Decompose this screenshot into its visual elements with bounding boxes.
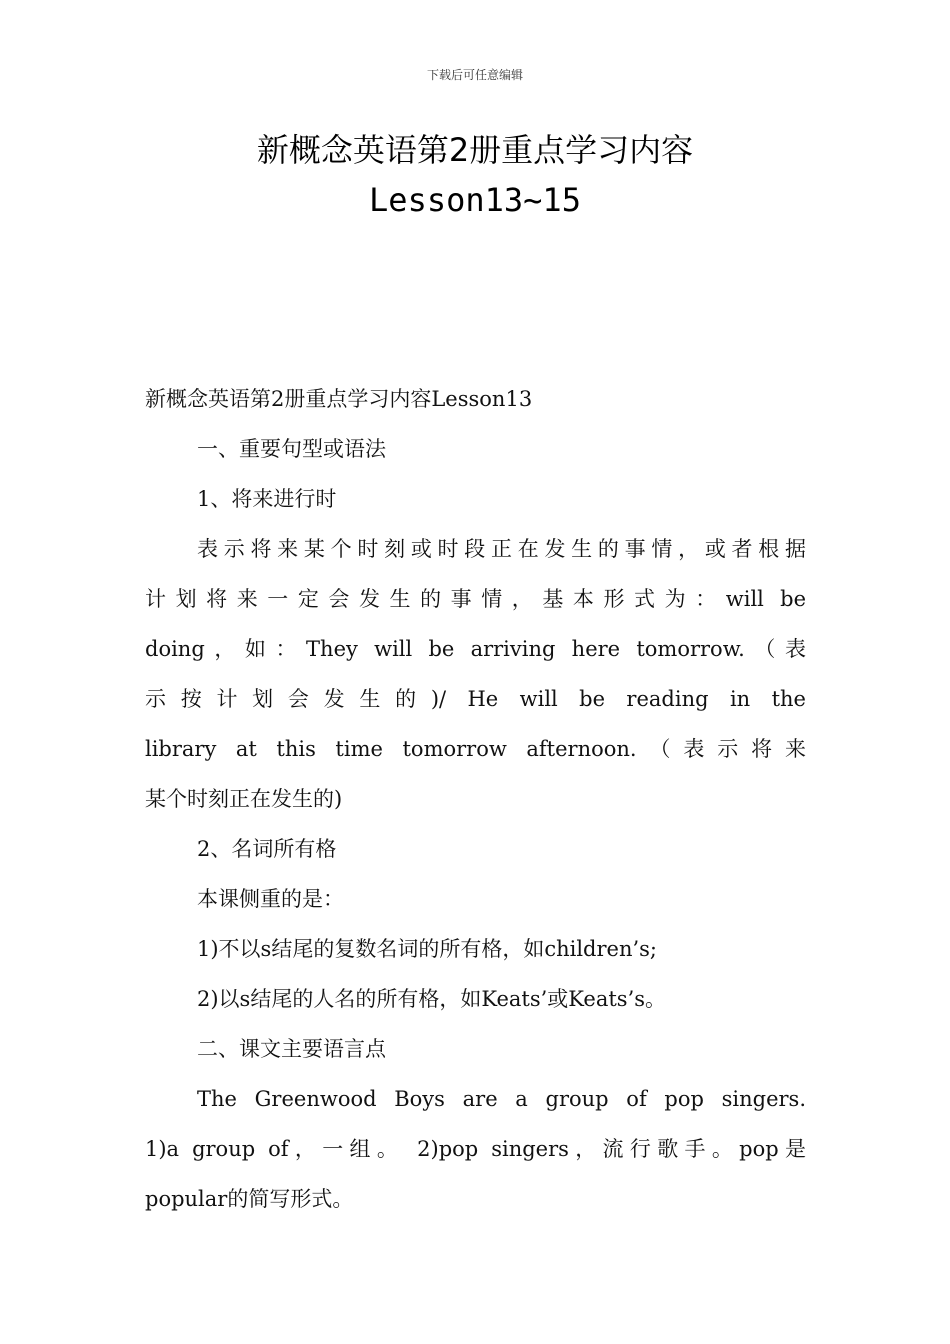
paragraph-line: library at this time tomorrow afternoon.（表示将来 <box>145 737 806 761</box>
subsection-title: 1、将来进行时 <box>197 487 337 511</box>
paragraph-line: doing，如：They will be arriving here tomorrow.（表 <box>145 637 806 661</box>
paragraph-line: popular的简写形式。 <box>145 1187 354 1211</box>
header-note: 下载后可任意编辑 <box>426 68 523 82</box>
paragraph-line: 表示将来某个时刻或时段正在发生的事情，或者根据 <box>197 537 806 561</box>
list-item: 2)以s结尾的人名的所有格，如Keats’或Keats’s。 <box>197 987 667 1011</box>
document-title: 新概念英语第2册重点学习内容 <box>256 131 694 169</box>
document-body <box>145 374 806 1224</box>
paragraph-line: 1)a group of，一组。 2)pop singers，流行歌手。pop是 <box>145 1137 806 1161</box>
section-title: 一、重要句型或语法 <box>197 437 386 461</box>
subsection-title: 2、名词所有格 <box>197 837 337 861</box>
paragraph-line: 示按计划会发生的)/ He will be reading in the <box>145 687 806 711</box>
section-heading: 新概念英语第2册重点学习内容Lesson13 <box>145 387 533 411</box>
paragraph-line: 某个时刻正在发生的) <box>145 787 343 811</box>
paragraph-line: 计划将来一定会发生的事情，基本形式为：will be <box>145 587 806 611</box>
list-item: 1)不以s结尾的复数名词的所有格，如children’s; <box>197 937 658 961</box>
paragraph-line: The Greenwood Boys are a group of pop singers. <box>197 1087 806 1111</box>
section-title: 二、课文主要语言点 <box>197 1037 386 1061</box>
paragraph-line: 本课侧重的是： <box>197 887 344 911</box>
document-subtitle: Lesson13~15 <box>369 181 581 219</box>
